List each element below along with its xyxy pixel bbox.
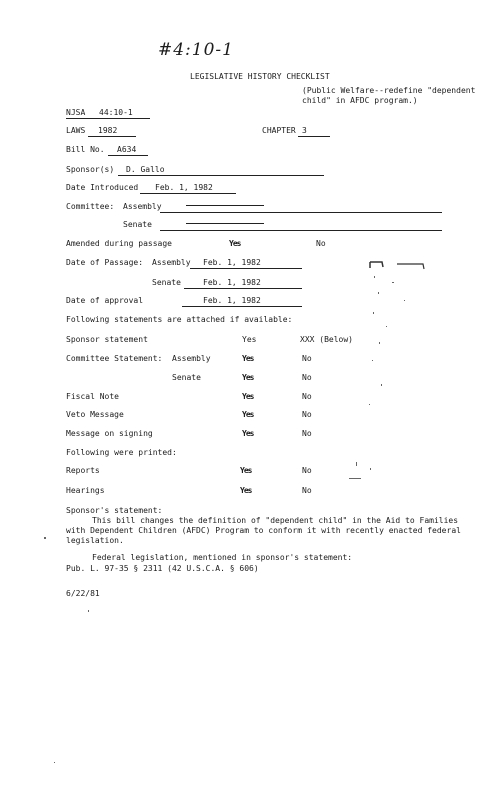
bill-value: A634	[117, 145, 137, 154]
passage-label: Date of Passage:	[66, 258, 144, 267]
njsa-value: 44:10-1	[99, 108, 133, 117]
message-signing-no: No	[302, 429, 312, 438]
reports-no: No	[302, 466, 312, 475]
committee-senate-yes-struck: Yes	[242, 373, 254, 382]
statement-line-2: with Dependent Children (AFDC) Program to conform it with recently enacted federal	[66, 526, 461, 535]
committee-assembly-yes-struck: Yes	[242, 354, 254, 363]
committee-senate-no: No	[302, 373, 312, 382]
hearings-label: Hearings	[66, 486, 105, 495]
sponsor-label: Sponsor(s)	[66, 165, 115, 174]
passage-assembly-label: Assembly	[152, 258, 191, 267]
chapter-value: 3	[302, 126, 307, 135]
amended-no: No	[316, 239, 326, 248]
subject-line-1: (Public Welfare--redefine "dependent	[302, 86, 476, 95]
bill-label: Bill No.	[66, 145, 105, 154]
handwritten-file-number: #4:10-1	[158, 40, 234, 60]
pub-law-citation: Pub. L. 97-35 § 2311 (42 U.S.C.A. § 606)	[66, 564, 259, 573]
committee-statement-assembly: Assembly	[172, 354, 211, 363]
committee-statement-senate: Senate	[172, 373, 201, 382]
message-signing-label: Message on signing	[66, 429, 153, 438]
page-title: LEGISLATIVE HISTORY CHECKLIST	[190, 72, 330, 81]
message-signing-yes-struck: Yes	[242, 429, 254, 438]
subject-line-2: child" in AFDC program.)	[302, 96, 418, 105]
amended-label: Amended during passage	[66, 239, 172, 248]
date-introduced-label: Date Introduced	[66, 183, 139, 192]
committee-senate-label: Senate	[123, 220, 152, 229]
sponsor-value: D. Gallo	[126, 165, 165, 174]
statement-line-3: legislation.	[66, 536, 124, 545]
veto-message-no: No	[302, 410, 312, 419]
reports-label: Reports	[66, 466, 100, 475]
hearings-yes-struck: Yes	[240, 486, 252, 495]
statement-line-1: This bill changes the definition of "dependent child" in the Aid to Families	[92, 516, 459, 525]
fiscal-note-no: No	[302, 392, 312, 401]
printed-heading: Following were printed:	[66, 448, 177, 457]
veto-message-yes-struck: Yes	[242, 410, 254, 419]
sponsor-statement-label: Sponsor statement	[66, 335, 148, 344]
date-introduced-value: Feb. 1, 1982	[155, 183, 213, 192]
committee-assembly-label: Assembly	[123, 202, 162, 211]
attached-heading: Following statements are attached if available:	[66, 315, 293, 324]
laws-value: 1982	[98, 126, 118, 135]
reports-yes-struck: Yes	[240, 466, 252, 475]
laws-label: LAWS	[66, 126, 86, 135]
passage-assembly-value: Feb. 1, 1982	[203, 258, 261, 267]
committee-statement-label: Committee Statement:	[66, 354, 163, 363]
chapter-label: CHAPTER	[262, 126, 296, 135]
amended-yes-struck: Yes	[229, 239, 241, 248]
statement-heading: Sponsor's statement:	[66, 506, 163, 515]
njsa-label: NJSA	[66, 108, 86, 117]
federal-legislation-line: Federal legislation, mentioned in sponsor's statement:	[92, 553, 353, 562]
hearings-no: No	[302, 486, 312, 495]
passage-senate-label: Senate	[152, 278, 181, 287]
committee-assembly-no: No	[302, 354, 312, 363]
sponsor-statement-no: XXX (Below)	[300, 335, 353, 344]
veto-message-label: Veto Message	[66, 410, 124, 419]
footer-date: 6/22/81	[66, 589, 100, 598]
approval-label: Date of approval	[66, 296, 144, 305]
committee-label: Committee:	[66, 202, 115, 211]
sponsor-statement-yes: Yes	[242, 335, 257, 344]
approval-value: Feb. 1, 1982	[203, 296, 261, 305]
passage-senate-value: Feb. 1, 1982	[203, 278, 261, 287]
fiscal-note-label: Fiscal Note	[66, 392, 119, 401]
fiscal-note-yes-struck: Yes	[242, 392, 254, 401]
